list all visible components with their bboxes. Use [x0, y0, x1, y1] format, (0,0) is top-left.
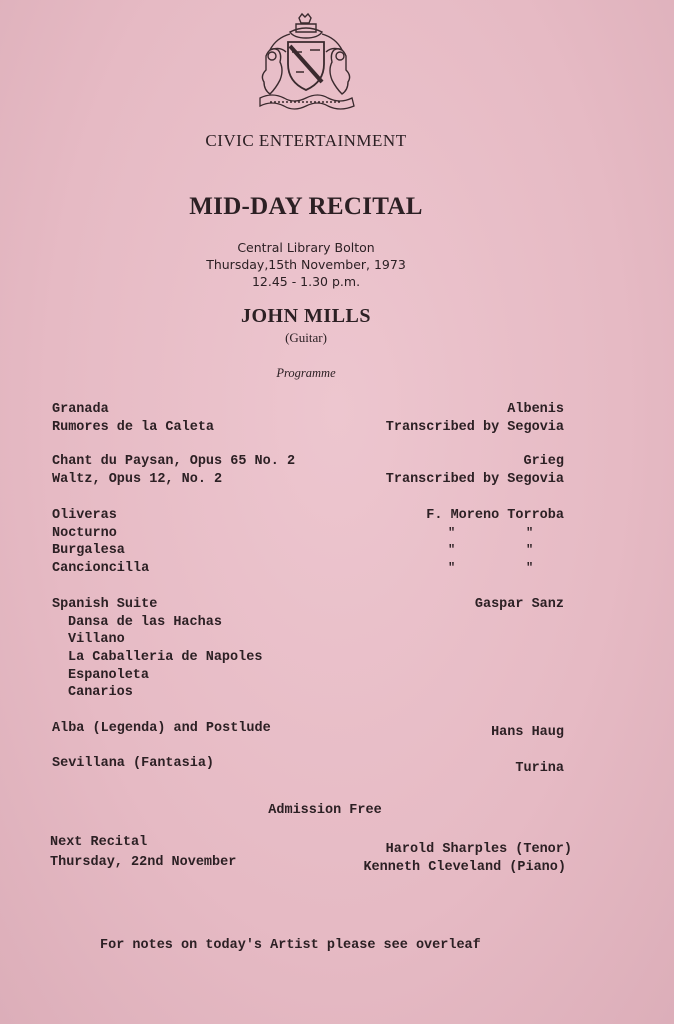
programme-row [52, 615, 564, 633]
programme-label: Programme [276, 366, 336, 380]
ditto-mark: " [448, 526, 456, 540]
suite-movement: La Caballeria de Napoles [68, 650, 263, 665]
next-recital-label: Next Recital [50, 835, 148, 850]
composer-name: Gaspar Sanz [474, 597, 564, 612]
ditto-mark: " [448, 561, 456, 575]
ditto-mark: " [526, 526, 534, 540]
programme-row [52, 650, 564, 668]
venue-details [0, 239, 612, 290]
page-title: MID-DAY RECITAL [189, 193, 423, 220]
coat-of-arms-crest-icon [252, 12, 360, 114]
next-performer: Kenneth Cleveland (Piano) [363, 860, 566, 875]
piece-title: Chant du Paysan, Opus 65 No. 2 [52, 454, 296, 469]
suite-movement: Espanoleta [68, 668, 150, 683]
programme-row [52, 472, 564, 490]
programme-row [52, 597, 564, 615]
composer-name: Turina [515, 761, 564, 776]
piece-title: Oliveras [52, 508, 117, 523]
next-recital-row [50, 835, 572, 857]
transcription-credit: Transcribed by Segovia [385, 472, 564, 487]
venue-line-time: 12.45 - 1.30 p.m. [251, 274, 361, 289]
ditto-mark: " [448, 543, 456, 557]
programme-row [52, 526, 564, 544]
artist-name: JOHN MILLS [240, 305, 372, 327]
programme-row [52, 685, 564, 703]
piece-title: Cancioncilla [52, 561, 150, 576]
ditto-mark: " [526, 543, 534, 557]
ditto-mark: " [526, 561, 534, 575]
next-recital-date: Thursday, 22nd November [50, 855, 237, 870]
piece-title: Alba (Legenda) and Postlude [52, 721, 271, 736]
suite-movement: Canarios [68, 685, 133, 700]
programme-row [52, 420, 564, 438]
programme-row [52, 508, 564, 526]
piece-title: Rumores de la Caleta [52, 420, 215, 435]
composer-name: Hans Haug [491, 725, 564, 740]
artist-instrument: (Guitar) [285, 330, 327, 345]
next-performer: Harold Sharples (Tenor) [385, 842, 572, 857]
venue-line-location: Central Library Bolton [237, 240, 375, 255]
programme-row [52, 454, 564, 472]
suite-title: Spanish Suite [52, 597, 158, 612]
composer-name: Albenis [507, 402, 564, 417]
composer-name: F. Moreno Torroba [426, 508, 564, 523]
piece-title: Burgalesa [52, 543, 125, 558]
next-recital-row [50, 855, 566, 873]
overleaf-note: For notes on today's Artist please see overleaf [100, 938, 481, 953]
transcription-credit: Transcribed by Segovia [385, 420, 564, 435]
composer-name: Grieg [523, 454, 564, 469]
suite-movement: Villano [68, 632, 125, 647]
suite-movement: Dansa de las Hachas [68, 615, 222, 630]
piece-title: Granada [52, 402, 109, 417]
programme-row [52, 756, 564, 774]
programme-row [52, 668, 564, 686]
venue-line-date: Thursday,15th November, 1973 [206, 257, 406, 272]
programme-row [52, 543, 564, 561]
programme-row [52, 721, 564, 739]
organisation-heading: CIVIC ENTERTAINMENT [205, 131, 407, 150]
programme-row [52, 402, 564, 420]
programme-row [52, 561, 564, 579]
programme-row [52, 632, 564, 650]
admission-note: Admission Free [268, 803, 382, 818]
piece-title: Nocturno [52, 526, 117, 541]
piece-title: Sevillana (Fantasia) [52, 756, 215, 771]
piece-title: Waltz, Opus 12, No. 2 [52, 472, 223, 487]
